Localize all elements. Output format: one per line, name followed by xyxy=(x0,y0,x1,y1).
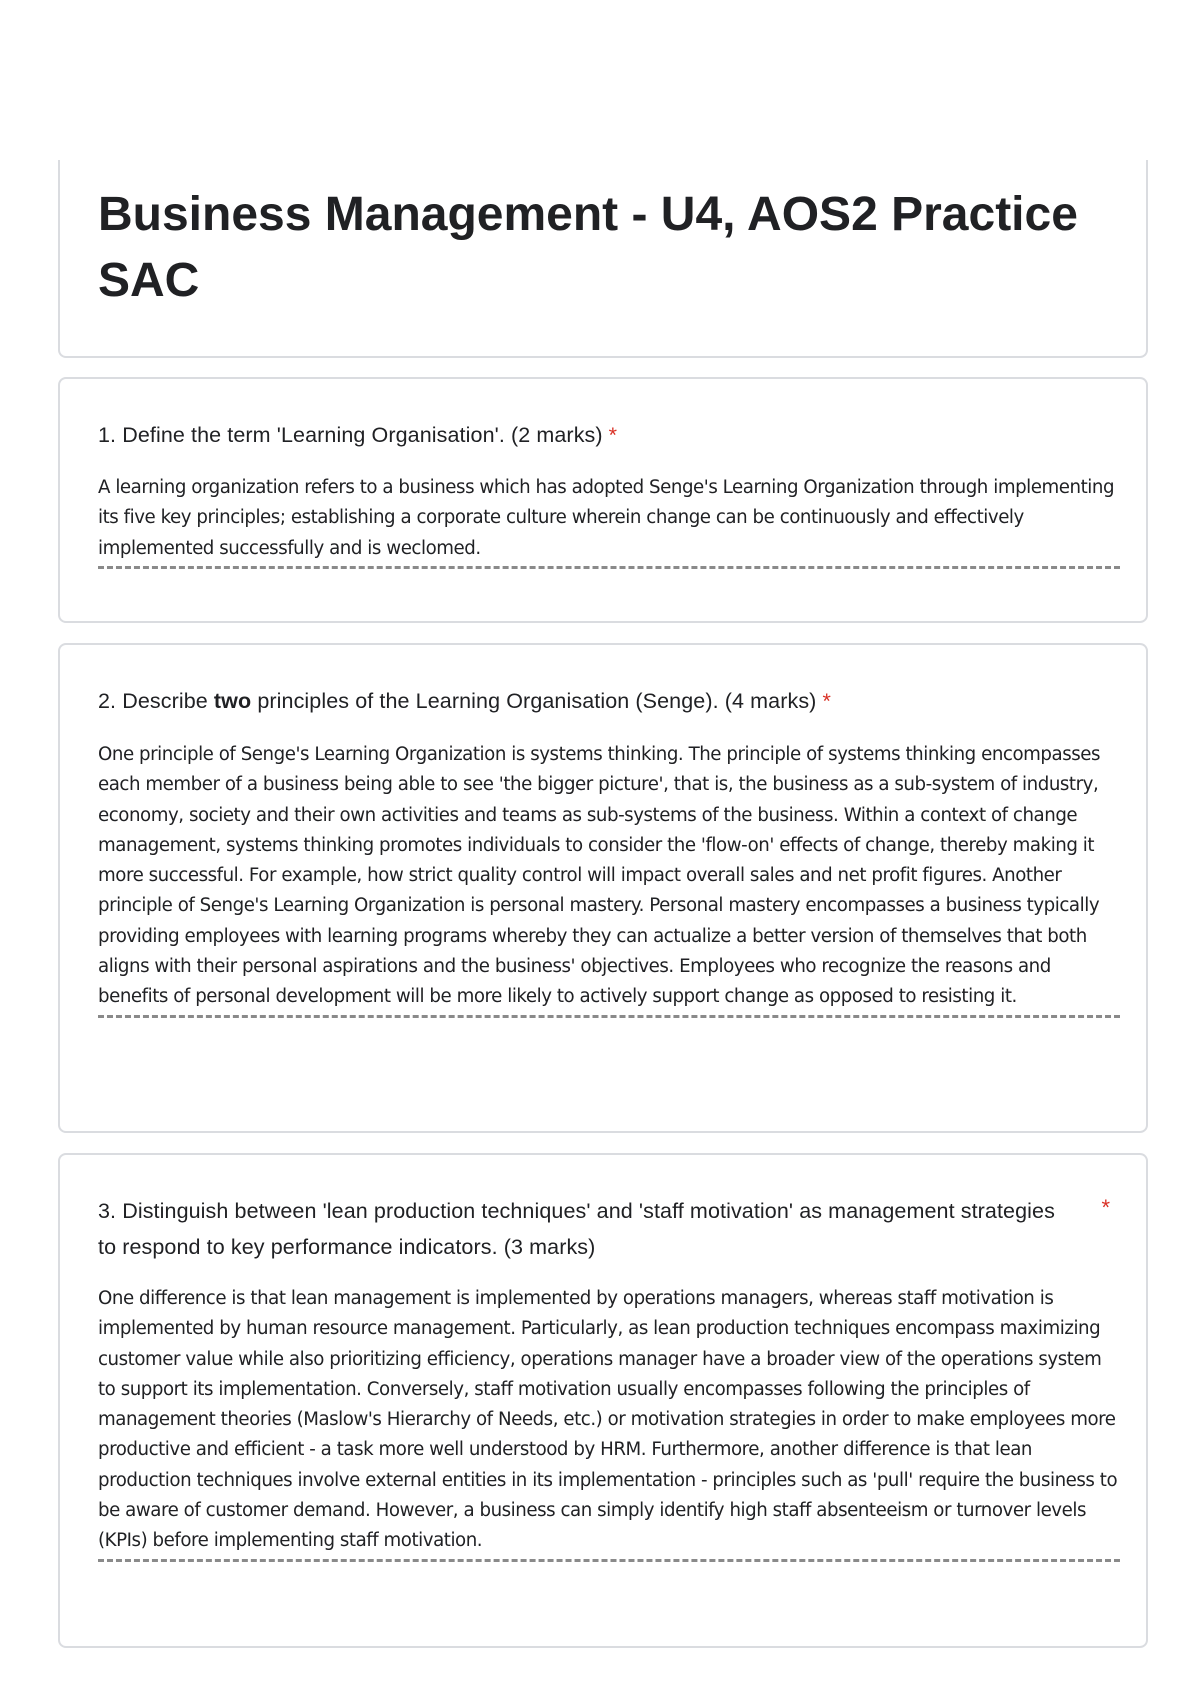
question-card-1 xyxy=(58,377,1148,623)
question-2-text-bold: two xyxy=(213,689,252,713)
question-3-answer-field[interactable]: One difference is that lean management is implemented by operations managers, whereas staff motivation is implemented by human resource management. Particularly, as lean production techniques encompass maximizing customer value while also prioritizing efficiency, operations manager have a broader view of the operations system to support its implementation. Conversely, staff motivation usually encompasses following the principles of management theories (Maslow's Hierarchy of Needs, etc.) or motivation strategies in order to make employees more productive and efficient - a task more well understood by HRM. Furthermore, another difference is that lean production techniques involve external entities in its implementation - principles such as 'pull' require the business to be aware of customer demand. However, a business can simply identify high staff absenteeism or turnover levels (KPIs) before implementing staff motivation. xyxy=(98,1284,1120,1562)
form-title: Business Management - U4, AOS2 Practice SAC xyxy=(98,188,1078,307)
required-asterisk: * xyxy=(822,689,831,713)
required-asterisk: * xyxy=(1101,1195,1110,1220)
form-header-card xyxy=(58,160,1148,358)
question-2-title xyxy=(98,683,1098,719)
required-asterisk: * xyxy=(608,423,618,447)
question-2-answer-field[interactable]: One principle of Senge's Learning Organization is systems thinking. The principle of systems thinking encompasses each member of a business being able to see 'the bigger picture', that is, the business as a sub-system of industry, economy, society and their own activities and teams as sub-systems of the business. Within a context of change management, systems thinking promotes individuals to consider the 'flow-on' effects of change, thereby making it more successful. For example, how strict quality control will impact overall sales and net profit figures. Another principle of Senge's Learning Organization is personal mastery. Personal mastery encompasses a business typically providing employees with learning programs whereby they can actualize a better version of themselves that both aligns with their personal aspirations and the business' objectives. Employees who recognize the reasons and benefits of personal development will be more likely to actively support change as opposed to resisting it. xyxy=(98,740,1120,1018)
question-2-text-start: 2. Describe xyxy=(98,689,214,713)
question-1-text: 1. Define the term 'Learning Organisation'. (2 marks) xyxy=(98,423,603,447)
question-card-2 xyxy=(58,643,1148,1133)
question-1-answer-field[interactable]: A learning organization refers to a business which has adopted Senge's Learning Organization through implementing its five key principles; establishing a corporate culture wherein change can be continuously and effectively implemented successfully and is weclomed. xyxy=(98,473,1120,569)
question-2-text-end: principles of the Learning Organisation (Senge). (4 marks) xyxy=(251,689,817,713)
question-3-text: 3. Distinguish between 'lean production techniques' and 'staff motivation' as management strategies to respond to key performance indicators. (3 marks) xyxy=(98,1199,1055,1259)
question-card-3 xyxy=(58,1153,1148,1648)
question-3-title xyxy=(98,1193,1058,1265)
question-1-title xyxy=(98,417,1098,453)
